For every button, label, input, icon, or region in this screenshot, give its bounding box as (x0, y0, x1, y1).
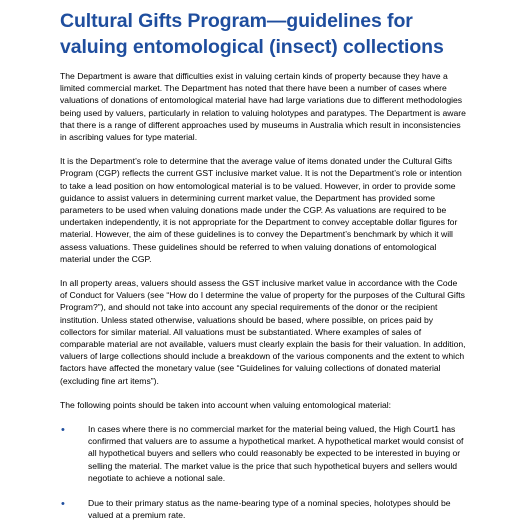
paragraph-intro: The Department is aware that difficulties exist in valuing certain kinds of property because they have a limited commercial market. The Department has noted that there have been a number of cases where valuations of donations of entomological material have had large variations due to different methodologies being used by valuers, particularly in relation to valuing holotypes and paratypes. The Department is aware that there is a range of different approaches used by museums in Australia which result in inconsistencies in ascribing values for type material. (60, 71, 466, 143)
bullet-text-hypothetical-market: In cases where there is no commercial market for the material being valued, the High Court1 has confirmed that valuers are to assume a hypothetical market. A hypothetical market would consist of all hypothetical buyers and sellers who could reasonably be expected to be interested in buying or selling the material. The market value is the price that such hypothetical buyers and sellers would negotiate to achieve a notional sale. (88, 424, 464, 483)
bullet-icon: • (61, 424, 65, 437)
bullet-list (60, 423, 466, 521)
page-title: Cultural Gifts Program—guidelines for valuing entomological (insect) collections (60, 10, 444, 58)
paragraph-department-role: It is the Department’s role to determine that the average value of items donated under the Cultural Gifts Program (CGP) reflects the current GST inclusive market value. It is not the Department’s role or intention to take a lead position on how entomological material is to be valued. However, in order to provide some guidance to assist valuers in determining current market value, the Department has provided some parameters to be used when valuing donations made under the CGP. As valuations are required to be undertaken independently, it is not appropriate for the Department to convey acceptable dollar figures for material. However, the aim of these guidelines is to convey the Department’s benchmark by which it will assess valuations. These guidelines should be referred to when valuing donations of entomological material under the CGP. (60, 156, 462, 264)
paragraph-points-intro: The following points should be taken into account when valuing entomological material: (60, 399, 392, 410)
list-item (60, 497, 466, 521)
bullet-text-holotypes: Due to their primary status as the name-bearing type of a nominal species, holotypes should be valued at a premium rate. (88, 498, 451, 521)
list-item (60, 423, 466, 484)
paragraph-valuation-requirements: In all property areas, valuers should assess the GST inclusive market value in accordance with the Code of Conduct for Valuers (see “How do I determine the value of property for the purposes of the Cultural Gifts Program?”), and should not take into account any special requirements of the donor or the recipient institution. Unless stated otherwise, valuations should be based, where possible, on prices paid by collectors for similar material. All valuations must be substantiated. Where examples of sales of comparable material are not available, valuers must clearly explain the basis for their valuation. In addition, valuers of large collections should include a breakdown of the various components and the extent to which factors have affected the monetary value (see “Guidelines for valuing collections of donated material (excluding fine art items”). (60, 278, 466, 386)
bullet-icon: • (61, 498, 65, 511)
